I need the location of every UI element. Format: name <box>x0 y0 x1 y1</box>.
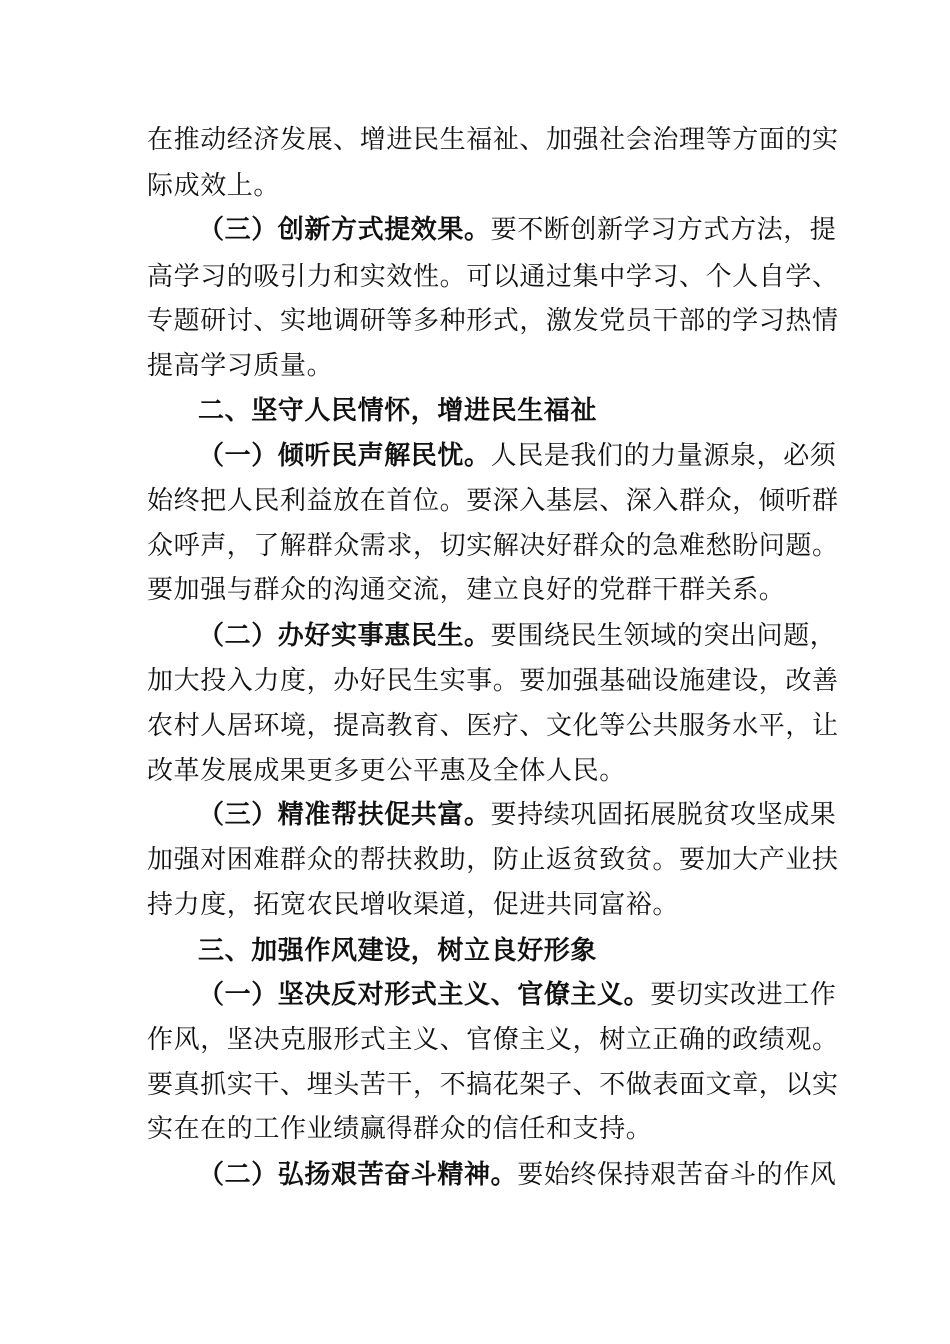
subsection-line <box>198 441 878 471</box>
body-line: 加大投入力度，办好民生实事。要加强基础设施建设，改善 <box>147 666 839 696</box>
body-line: 提高学习质量。 <box>147 351 334 381</box>
body-line: 农村人居环境，提高教育、医疗、文化等公共服务水平，让 <box>147 711 839 741</box>
body-text: 要切实改进工作 <box>650 980 837 1010</box>
body-text: 要始终保持艰苦奋斗的作风 <box>517 1160 837 1190</box>
body-line: 要加强与群众的沟通交流，建立良好的党群干群关系。 <box>147 575 786 605</box>
body-line: 作风，坚决克服形式主义、官僚主义，树立正确的政绩观。 <box>147 1025 839 1055</box>
body-line: 专题研讨、实地调研等多种形式，激发党员干部的学习热情 <box>147 306 839 336</box>
body-line: 在推动经济发展、增进民生福祉、加强社会治理等方面的实 <box>147 125 839 155</box>
body-line: 众呼声，了解群众需求，切实解决好群众的急难愁盼问题。 <box>147 531 839 561</box>
subsection-title: （二）办好实事惠民生。 <box>198 621 491 651</box>
body-line: 加强对困难群众的帮扶救助，防止返贫致贫。要加大产业扶 <box>147 845 839 875</box>
subsection-title: （一）倾听民声解民忧。 <box>198 441 491 471</box>
body-line: 实在在的工作业绩赢得群众的信任和支持。 <box>147 1114 653 1144</box>
section-heading: 三、加强作风建设，树立良好形象 <box>198 936 598 966</box>
body-text: 要不断创新学习方式方法，提 <box>490 215 837 245</box>
body-text: 人民是我们的力量源泉，必须 <box>490 441 837 471</box>
body-line: 始终把人民利益放在首位。要深入基层、深入群众，倾听群 <box>147 486 839 516</box>
subsection-line <box>198 215 878 245</box>
body-text: 要围绕民生领域的突出问题， <box>490 621 837 651</box>
subsection-title: （三）精准帮扶促共富。 <box>198 800 491 830</box>
subsection-title: （一）坚决反对形式主义、官僚主义。 <box>198 980 651 1010</box>
subsection-line <box>198 1160 878 1190</box>
body-line: 际成效上。 <box>147 171 281 201</box>
body-line: 持力度，拓宽农民增收渠道，促进共同富裕。 <box>147 890 680 920</box>
body-line: 要真抓实干、埋头苦干，不搞花架子、不做表面文章，以实 <box>147 1070 839 1100</box>
body-text: 要持续巩固拓展脱贫攻坚成果 <box>490 800 837 830</box>
body-line: 改革发展成果更多更公平惠及全体人民。 <box>147 756 626 786</box>
body-line: 高学习的吸引力和实效性。可以通过集中学习、个人自学、 <box>147 262 839 292</box>
section-heading: 二、坚守人民情怀，增进民生福祉 <box>198 396 598 426</box>
subsection-line <box>198 980 878 1010</box>
subsection-title: （二）弘扬艰苦奋斗精神。 <box>198 1160 518 1190</box>
subsection-title: （三）创新方式提效果。 <box>198 215 491 245</box>
subsection-line <box>198 800 878 830</box>
subsection-line <box>198 621 878 651</box>
